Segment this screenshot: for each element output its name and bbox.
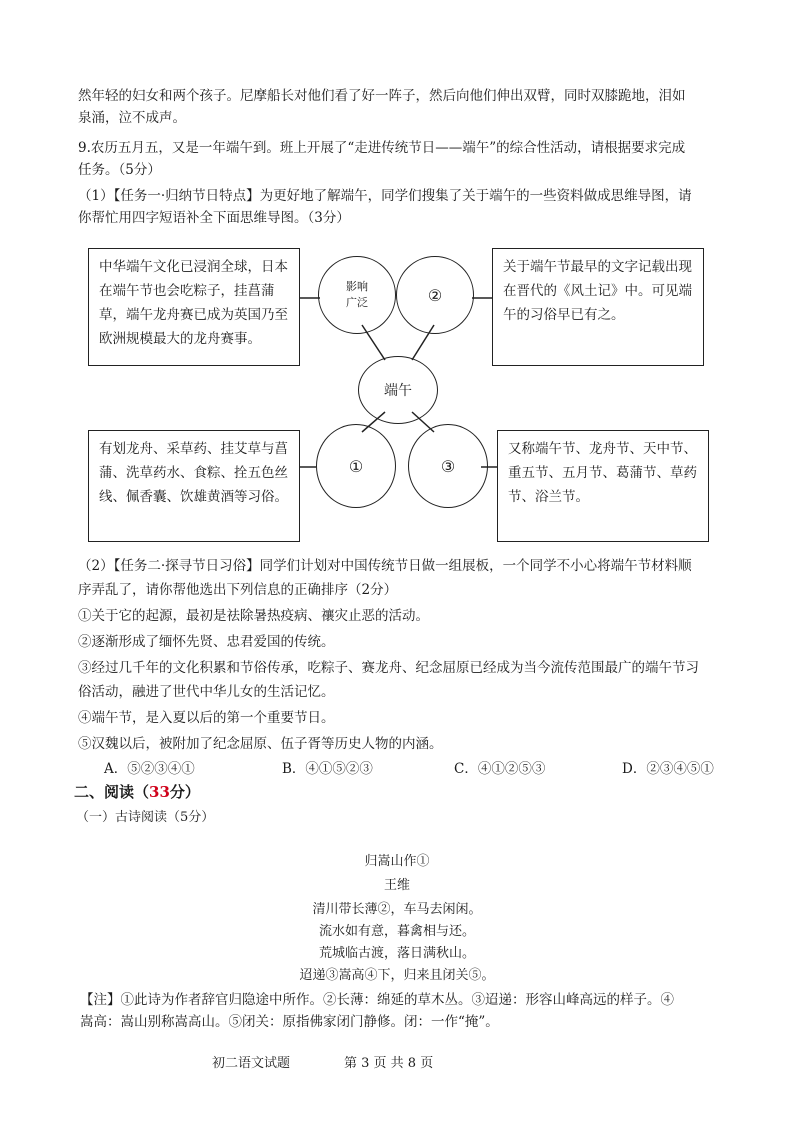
task2-item: 俗活动，融进了世代中华儿女的生活记忆。 xyxy=(78,684,335,700)
task2-line-1: （2）【任务二·探寻节日习俗】同学们计划对中国传统节日做一组展板，一个同学不小心将端午节材料顺 xyxy=(78,558,692,574)
intro-line-1: 然年轻的妇女和两个孩子。尼摩船长对他们看了好一阵子，然后向他们伸出双臂，同时双膝跪地，泪如 xyxy=(78,88,686,104)
box-text: 中华端午文化已浸润全球，日本在端午节也会吃粽子，挂菖蒲草，端午龙舟赛已成为英国乃至欧洲规模最大的龙舟赛事。 xyxy=(99,259,288,347)
footer-title: 初二语文试题 xyxy=(212,1056,291,1071)
mindmap-box-customs xyxy=(88,430,300,542)
task1-line-2: 你帮忙用四字短语补全下面思维导图。（3分） xyxy=(78,210,350,226)
box-text: 又称端午节、龙舟节、天中节、重五节、五月节、葛蒲节、草药节、浴兰节。 xyxy=(508,441,697,505)
poem-title: 归嵩山作① xyxy=(364,854,430,869)
option-b: B．④①⑤②③ xyxy=(282,761,373,777)
mindmap-box-influence xyxy=(88,248,300,366)
task2-line-2: 序弄乱了，请你帮他选出下列信息的正确排序（2分） xyxy=(78,582,398,598)
section-heading-prefix: 二、阅读（ xyxy=(74,783,150,801)
task2-item: ④端午节，是入夏以后的第一个重要节日。 xyxy=(78,710,335,726)
task2-item: ③经过几千年的文化积累和节俗传承，吃粽子、赛龙舟、纪念屈原已经成为当今流传范围最广的端午节习 xyxy=(78,660,699,676)
q9-line-2: 任务。（5分） xyxy=(78,162,161,178)
poem-line: 流水如有意，暮禽相与还。 xyxy=(318,924,475,939)
section-score: 33 xyxy=(149,783,170,801)
poem-line: 荒城临古渡，落日满秋山。 xyxy=(318,946,475,961)
task2-item: ②逐渐形成了缅怀先贤、忠君爱国的传统。 xyxy=(78,634,335,650)
task1-line-1: （1）【任务一·归纳节日特点】为更好地了解端午，同学们搜集了关于端午的一些资料做成思维导图，请 xyxy=(78,188,692,204)
poem-line: 清川带长薄②，车马去闲闲。 xyxy=(312,902,482,917)
blank-2-circle: ② xyxy=(396,256,474,334)
section-heading xyxy=(74,782,200,802)
subsection-heading: （一）古诗阅读（5分） xyxy=(76,810,215,825)
option-d: D．②③④⑤① xyxy=(622,761,714,777)
box-text: 有划龙舟、采草药、挂艾草与菖蒲、洗草药水、食粽、拴五色丝线、佩香囊、饮雄黄酒等习俗。 xyxy=(99,441,288,505)
option-c: C．④①②⑤③ xyxy=(454,761,546,777)
note-line-2: 嵩高：嵩山别称嵩高山。⑤闭关：原指佛家闭门静修。闭：一作“掩”。 xyxy=(80,1014,499,1030)
footer-page: 第 3 页 共 8 页 xyxy=(344,1056,434,1071)
poem-line: 迢递③嵩高④下，归来且闭关⑤。 xyxy=(299,968,495,983)
box-text: 关于端午节最早的文字记载出现在晋代的《风土记》中。可见端午的习俗早已有之。 xyxy=(503,259,692,323)
mindmap-box-history xyxy=(492,248,704,366)
intro-line-2: 泉涌，泣不成声。 xyxy=(78,110,186,126)
circle-influence: 影响 广泛 xyxy=(318,256,396,334)
blank-1-circle: ① xyxy=(316,424,396,508)
note-line-1: 【注】①此诗为作者辞官归隐途中所作。②长薄：绵延的草木丛。③迢递：形容山峰高远的样子。④ xyxy=(80,992,674,1008)
mindmap-box-names xyxy=(497,430,709,542)
section-heading-suffix: 分） xyxy=(169,783,200,801)
task2-item: ⑤汉魏以后，被附加了纪念屈原、伍子胥等历史人物的内涵。 xyxy=(78,736,443,752)
task2-item: ①关于它的起源，最初是祛除暑热疫病、禳灾止恶的活动。 xyxy=(78,608,429,624)
q9-line-1: 9.农历五月五，又是一年端午到。班上开展了“走进传统节日——端午”的综合性活动，请根据要求完成 xyxy=(78,140,686,156)
blank-3-circle: ③ xyxy=(408,424,488,508)
center-circle: 端午 xyxy=(358,356,438,424)
option-a: A．⑤②③④① xyxy=(104,761,195,777)
poem-author: 王维 xyxy=(383,878,410,893)
